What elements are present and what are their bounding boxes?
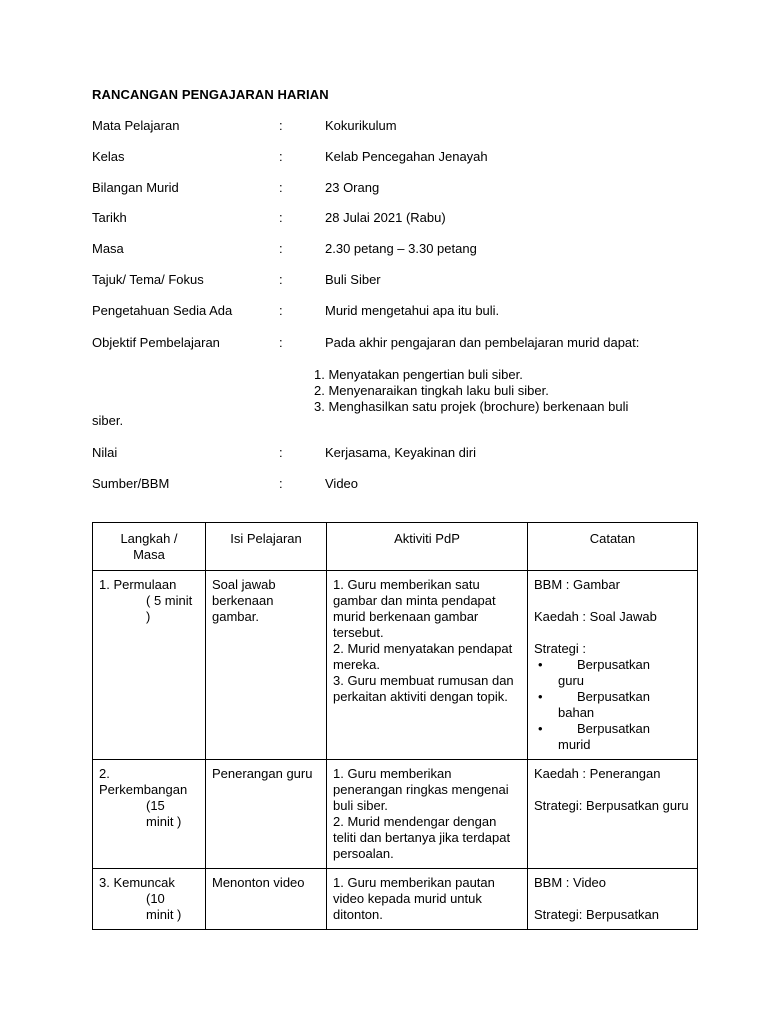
objective-item: 2. Menyenaraikan tingkah laku buli siber. [314, 383, 549, 398]
field-label: Tajuk/ Tema/ Fokus [92, 272, 204, 287]
strategy-word: murid [558, 737, 591, 752]
step-time: ( 5 minit [146, 593, 193, 608]
strategy-word: bahan [558, 705, 595, 720]
bullet-icon: • [538, 689, 543, 704]
note-kaedah: Kaedah : Soal Jawab [534, 609, 657, 624]
step-name: 1. Permulaan [99, 577, 177, 592]
field-colon: : [279, 210, 283, 225]
content-cell: Soal jawab berkenaan gambar. [206, 571, 327, 760]
strategy-item [534, 689, 691, 721]
field-value: Kelab Pencegahan Jenayah [325, 149, 488, 164]
step-name: 3. Kemuncak [99, 875, 175, 890]
field-label: Mata Pelajaran [92, 118, 180, 133]
step-cell [93, 869, 206, 930]
activity-item: 2. Murid mendengar dengan teliti dan bertanya jika terdapat persoalan. [333, 814, 511, 861]
step-time: ) [146, 609, 151, 624]
field-value: Buli Siber [325, 272, 381, 287]
activity-item: 2. Murid menyatakan pendapat mereka. [333, 641, 513, 672]
activity-cell [327, 760, 528, 869]
field-mata-pelajaran [0, 118, 768, 136]
document-title: RANCANGAN PENGAJARAN HARIAN [92, 87, 329, 102]
content-cell: Penerangan guru [206, 760, 327, 869]
field-objektif [0, 335, 768, 353]
table-row [93, 869, 698, 930]
header-isi-pelajaran: Isi Pelajaran [206, 523, 327, 571]
field-label: Kelas [92, 149, 125, 164]
field-colon: : [279, 476, 283, 491]
field-kelas [0, 149, 768, 167]
objective-item: 3. Menghasilkan satu projek (brochure) berkenaan buli [314, 399, 629, 414]
strategy-word: Berpusatkan [577, 689, 650, 704]
field-value: 23 Orang [325, 180, 380, 195]
field-tajuk [0, 272, 768, 290]
activity-item: 1. Guru memberikan satu gambar dan minta pendapat murid berkenaan gambar tersebut. [333, 577, 496, 640]
step-time: minit ) [146, 814, 182, 829]
field-colon: : [279, 180, 283, 195]
field-sumber-bbm [0, 476, 768, 494]
field-value: Video [325, 476, 359, 491]
field-value: 2.30 petang – 3.30 petang [325, 241, 477, 256]
table-row [93, 760, 698, 869]
field-label: Bilangan Murid [92, 180, 179, 195]
activity-cell [327, 571, 528, 760]
step-name: Perkembangan [99, 782, 188, 797]
field-label: Sumber/BBM [92, 476, 170, 491]
field-value: Kerjasama, Keyakinan diri [325, 445, 477, 460]
step-time: minit ) [146, 907, 182, 922]
field-colon: : [279, 335, 283, 350]
note-strategi-label: Strategi : [534, 641, 587, 656]
header-catatan: Catatan [528, 523, 698, 571]
table-header-row [93, 523, 698, 571]
note-strategi: Strategi: Berpusatkan [534, 907, 660, 922]
note-strategi: Strategi: Berpusatkan guru [534, 798, 689, 813]
field-pengetahuan-sedia-ada [0, 303, 768, 321]
strategy-word: guru [558, 673, 585, 688]
notes-cell [528, 869, 698, 930]
note-bbm: BBM : Video [534, 875, 607, 890]
field-label: Objektif Pembelajaran [92, 335, 220, 350]
field-value: Kokurikulum [325, 118, 397, 133]
activity-cell [327, 869, 528, 930]
strategy-item [534, 657, 691, 689]
field-colon: : [279, 241, 283, 256]
field-value: Murid mengetahui apa itu buli. [325, 303, 500, 318]
notes-cell [528, 571, 698, 760]
header-text: Langkah / [120, 531, 178, 546]
objective-item: 1. Menyatakan pengertian buli siber. [314, 367, 523, 382]
step-cell [93, 760, 206, 869]
step-name: 2. [99, 766, 110, 781]
field-value: Pada akhir pengajaran dan pembelajaran murid dapat: [325, 335, 640, 350]
field-colon: : [279, 118, 283, 133]
bullet-icon: • [538, 721, 543, 736]
field-nilai [0, 445, 768, 463]
field-label: Tarikh [92, 210, 127, 225]
objective-continuation: siber. [92, 413, 124, 428]
header-text: Masa [133, 547, 165, 562]
field-colon: : [279, 272, 283, 287]
header-langkah-masa [93, 523, 206, 571]
step-cell [93, 571, 206, 760]
field-masa [0, 241, 768, 259]
strategy-list [534, 657, 691, 753]
field-colon: : [279, 303, 283, 318]
activity-item: 1. Guru memberikan penerangan ringkas mengenai buli siber. [333, 766, 509, 813]
notes-cell [528, 760, 698, 869]
step-time: (10 [146, 891, 165, 906]
bullet-icon: • [538, 657, 543, 672]
strategy-item [534, 721, 691, 753]
field-bilangan-murid [0, 180, 768, 198]
field-tarikh [0, 210, 768, 228]
field-value: 28 Julai 2021 (Rabu) [325, 210, 446, 225]
activity-item: 3. Guru membuat rumusan dan perkaitan aktiviti dengan topik. [333, 673, 514, 704]
step-time: (15 [146, 798, 165, 813]
table-row [93, 571, 698, 760]
lesson-plan-table [92, 522, 698, 930]
header-aktiviti-pdp: Aktiviti PdP [327, 523, 528, 571]
field-colon: : [279, 149, 283, 164]
field-colon: : [279, 445, 283, 460]
content-cell: Menonton video [206, 869, 327, 930]
field-label: Pengetahuan Sedia Ada [92, 303, 233, 318]
strategy-word: Berpusatkan [577, 657, 650, 672]
field-label: Masa [92, 241, 124, 256]
note-bbm: BBM : Gambar [534, 577, 620, 592]
activity-item: 1. Guru memberikan pautan video kepada murid untuk ditonton. [333, 875, 495, 922]
note-kaedah: Kaedah : Penerangan [534, 766, 661, 781]
strategy-word: Berpusatkan [577, 721, 650, 736]
field-label: Nilai [92, 445, 118, 460]
